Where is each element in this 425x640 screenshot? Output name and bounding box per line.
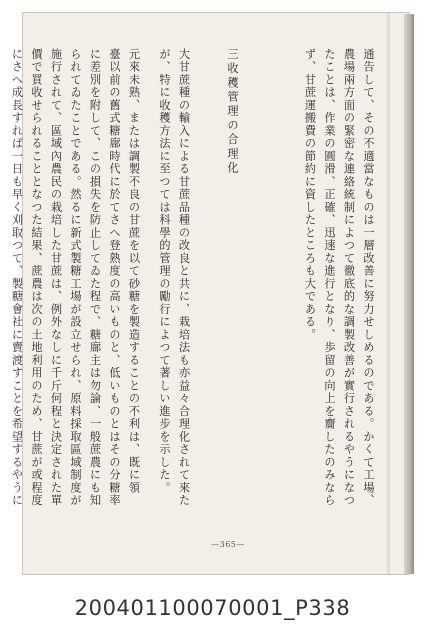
section-heading <box>211 48 295 526</box>
text-line: が、特に收穫方法に至つては科學的管理の勵行によつて著しい進步を示した。 <box>158 48 171 495</box>
text-line: 通告して、その不適當なものは一層改善に努力せしめるのである。かくて工場、 <box>362 48 375 507</box>
page-binding-shade <box>386 12 390 575</box>
text-line: 元來未熟、または調製不良の甘蔗を以て砂糖を製造することの不利は、既に領 <box>127 48 141 495</box>
text-line: に差別を附して、この損失を防止してゐた程で、糖廍主は勿論、一般蔗農にも知 <box>88 48 102 507</box>
text-line: 施行されて、區域內農民の栽培した甘蔗は、例外なしに千斤何程と決定された單 <box>49 48 63 507</box>
text-line: 農場兩方面の緊密な連絡統制によつて徹底的な調製改善が實行されるやうになつ <box>342 48 356 507</box>
section-title: 收穫管理の合理化 <box>226 62 239 176</box>
text-line: 價で買收せられることとなつた結果、蔗農は次の土地利用のため、甘蔗が或程度 <box>30 48 43 507</box>
section-number: 三 <box>226 48 239 63</box>
text-line: にさへ成長すれば一日も早く刈取つて、製糖會社に賣渡すことを希望するやうに <box>10 48 24 507</box>
text-line: 臺以前の舊式糖廍時代に於てさへ登熟度の高いものと、低いものとはその分糖率 <box>108 48 121 507</box>
text-line: ず、甘蔗運搬費の節約に資したところも大である。 <box>303 48 317 342</box>
page-number: —365— <box>211 540 245 549</box>
text-line: たことは、作業の圓滑、正確、迅速な進行となり、歩留の向上を齎したのみなら <box>323 48 336 507</box>
page-edge-stack <box>404 14 414 574</box>
section-gap <box>205 48 211 526</box>
text-line: られてゐたことである。然るに新式製糖工場が設立せられ、原料採取區域制度が <box>69 48 82 507</box>
text-line: 大甘蔗種の輸入による甘蔗品種の改良と共に、栽培法も亦益々合理化されて來た <box>177 48 191 507</box>
vertical-body-text <box>10 48 378 526</box>
image-caption: 200401100070001_P338 <box>74 596 351 620</box>
